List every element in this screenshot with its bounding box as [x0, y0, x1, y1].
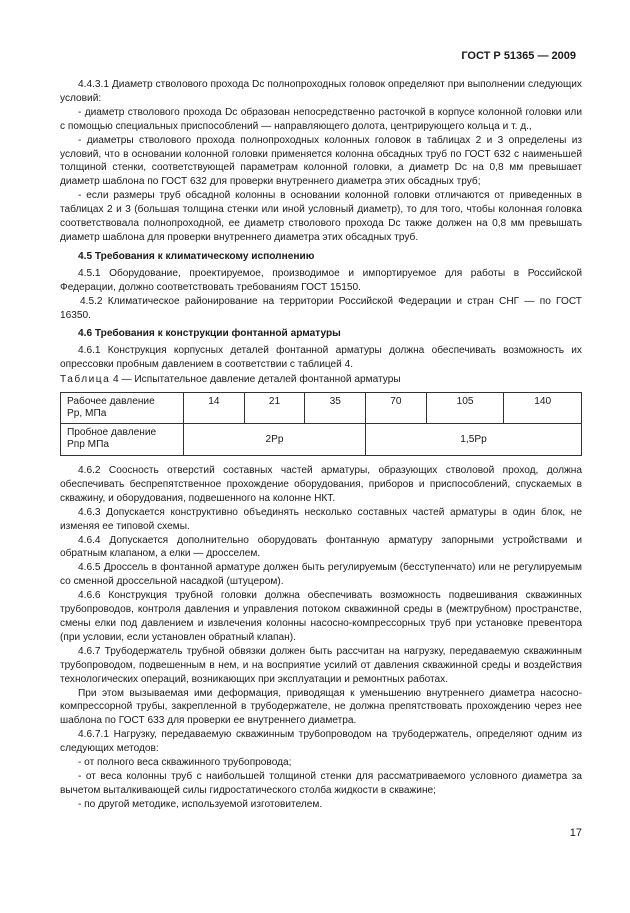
- heading-4-5: 4.5 Требования к климатическому исполнению: [78, 250, 315, 262]
- table-caption: [60, 373, 582, 387]
- table-row-working-pressure: [61, 393, 582, 424]
- heading-4-6: 4.6 Требования к конструкции фонтанной арматуры: [78, 328, 341, 340]
- standard-header: ГОСТ Р 51365 — 2009: [461, 50, 576, 62]
- para-condition-3: - если размеры труб обсадной колонны в основании колонной головки отличаются от приведенных в таблицах 2 и 3 (большая толщина стенки или иной условный диаметр), то для того, чтобы колонная головка соответствовала полнопроходной, ее диаметр стволового прохода Dc также должен на 0,8 мм превышать диаметр шаблона для проверки внутреннего диаметра этих обсадных труб.: [60, 190, 582, 243]
- para-condition-2: - диаметры стволового прохода полнопроходных колонных головок в таблицах 2 и 3 определены из условий, что в основании колонной головки применяется колонна обсадных труб по ГОСТ 632 с наименьшей толщиной стенки, соответствующей параметрам колонной головки, а диаметр Dc на 0,8 мм превышает диаметр шаблона по ГОСТ 632 для проверки внутреннего диаметра этих обсадных труб;: [60, 134, 582, 188]
- list-item: - от веса колонны труб с наибольшей толщиной стенки для рассматриваемого условного диаметра за вычетом выталкивающей силы гидростатического столба жидкости в скважине;: [60, 770, 582, 796]
- table-row-test-pressure: [61, 424, 582, 456]
- para-4-6-7-cont: При этом вызываемая ими деформация, приводящая к уменьшению внутреннего диаметра насосно-компрессорной трубы, закрепленной в трубодержателе, не должна препятствовать прохождению через нее шаблона по ГОСТ 633 для проверки ее внутреннего диаметра.: [60, 687, 582, 727]
- table-cell: 35: [305, 393, 366, 424]
- para-4-6-5: 4.6.5 Дроссель в фонтанной арматуре должен быть регулируемым (бесступенчато) или не регулируемым со сменной дроссельной насадкой (штуцером).: [60, 562, 582, 588]
- para-4-6-3: 4.6.3 Допускается конструктивно объединять несколько составных частей арматуры в один блок, не изменяя ее типовой схемы.: [60, 506, 582, 532]
- page-number: 17: [569, 827, 582, 839]
- working-pressure-label-line1: Рабочее давление: [67, 396, 155, 408]
- table-cell: 105: [426, 393, 504, 424]
- table-cell: 21: [244, 393, 305, 424]
- para-4-6-7: 4.6.7 Трубодержатель трубной обвязки должен быть рассчитан на нагрузку, передаваемую скважинным трубопроводом, подвешенным в нем, и на восприятие усилий от давления скважинной среды и воздействия технологических операций, возникающих при эксплуатации и ремонтных работах.: [60, 645, 582, 685]
- para-4-5-2: 4.5.2 Климатическое районирование на территории Российской Федерации и стран СНГ — по ГОСТ 16350.: [60, 295, 582, 321]
- list-item: - от полного веса скважинного трубопровода;: [78, 757, 292, 769]
- working-pressure-label-line2: Pр, МПа: [67, 408, 107, 420]
- table-caption-text: 4 — Испытательное давление деталей фонтанной арматуры: [110, 374, 401, 386]
- para-4-6-4: 4.6.4 Допускается дополнительно оборудовать фонтанную арматуру запорными устройствами и обратным клапаном, а елки — дросселем.: [60, 534, 582, 560]
- para-4-6-7-1: 4.6.7.1 Нагрузку, передаваемую скважинным трубопроводом на трубодержатель, определяют одним из следующих методов:: [60, 729, 582, 755]
- list-item: - по другой методике, используемой изготовителем.: [78, 798, 323, 810]
- para-condition-1: - диаметр стволового прохода Dc образован непосредственно расточкой в корпусе колонной головки или с помощью специальных приспособлений — направляющего долота, центрирующего кольца и т. д.,: [60, 106, 582, 132]
- table-cell: 14: [184, 393, 245, 424]
- table-cell: 140: [504, 393, 582, 424]
- test-pressure-label-line2: Pпр МПа: [67, 439, 110, 451]
- table-caption-word: Таблица: [60, 374, 111, 386]
- para-4-6-1: 4.6.1 Конструкция корпусных деталей фонтанной арматуры должна обеспечивать возможность их опрессовки пробным давлением в соответствии с таблицей 4.: [60, 345, 582, 371]
- page-content: [60, 78, 582, 812]
- para-4-5-1: 4.5.1 Оборудование, проектируемое, производимое и импортируемое для работы в Российской Федерации, должно соответствовать требованиям ГОСТ 15150.: [60, 267, 582, 293]
- table-cell: 70: [366, 393, 427, 424]
- table-cell: 2Pр: [184, 424, 366, 456]
- para-4-6-6: 4.6.6 Конструкция трубной головки должна обеспечивать возможность подвешивания скважинных трубопроводов, контроля давления и управления потоком скважинной среды в (межтрубном) пространстве, смены елки под давлением и извлечения колонны насосно-компрессорных труб при установке превентора (при условии, если установлен обратный клапан).: [60, 590, 582, 643]
- working-pressure-label: [61, 393, 184, 424]
- test-pressure-label: [61, 424, 184, 456]
- test-pressure-label-line1: Пробное давление: [67, 427, 157, 439]
- para-4-6-2: 4.6.2 Соосность отверстий составных частей арматуры, образующих стволовой проход, должна обеспечивать беспрепятственное прохождение оборудования, приборов и приспособлений, спускаемых в скважину, и оборудования, подвешенного на колонне НКТ.: [60, 465, 582, 504]
- pressure-table: [60, 392, 582, 456]
- para-4-4-3-1: 4.4.3.1 Диаметр стволового прохода Dc полнопроходных головок определяют при выполнении следующих условий:: [60, 79, 582, 104]
- table-cell: 1,5Pр: [366, 424, 582, 456]
